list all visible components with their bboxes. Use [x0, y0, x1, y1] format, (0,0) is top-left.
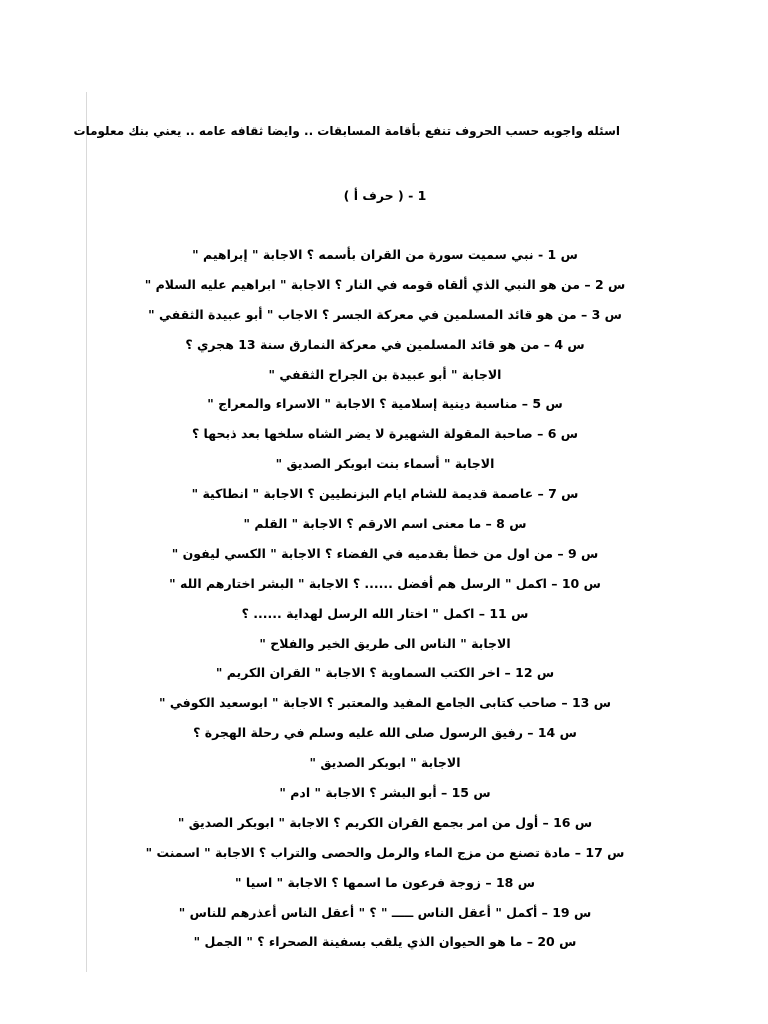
qa-line: س 20 – ما هو الحيوان الذي يلقب بسفينة الصحراء ؟ " الجمل "	[193, 934, 577, 950]
qa-line: س 17 – مادة تصنع من مزج الماء والرمل والحصى والتراب ؟ الاجابة " اسمنت "	[145, 844, 625, 860]
qa-line: الاجابة " أسماء بنت ابوبكر الصديق "	[275, 456, 495, 472]
qa-line: س 12 – اخر الكتب السماوية ؟ الاجابة " القران الكريم "	[215, 665, 555, 681]
qa-line: س 5 – مناسبة دينية إسلامية ؟ الاجابة " الاسراء والمعراج "	[207, 396, 563, 412]
qa-line: س 1 - نبي سميت سورة من القران بأسمه ؟ الاجابة " إبراهيم "	[192, 247, 578, 262]
qa-line: س 14 – رفيق الرسول صلى الله عليه وسلم في رحلة الهجرة ؟	[193, 725, 577, 741]
qa-line: س 13 – صاحب كتابى الجامع المفيد والمعتبر ؟ الاجابة " ابوسعيد الكوفي "	[159, 695, 611, 711]
qa-line: س 4 – من هو قائد المسلمين في معركة النمارق سنة 13 هجري ؟	[185, 336, 585, 352]
page-title: اسئله واجوبه حسب الحروف تنفع بأقامة المسابقات .. وايضا ثقافه عامه .. يعني بنك معلومات	[73, 124, 620, 138]
qa-line: س 18 – زوجة فرعون ما اسمها ؟ الاجابة " اسيا "	[235, 874, 535, 890]
qa-line: س 2 – من هو النبي الذي ألقاه قومه في النار ؟ الاجابة " ابراهيم عليه السلام "	[144, 276, 626, 292]
qa-line: س 3 – من هو قائد المسلمين في معركة الجسر ؟ الاجاب " أبو عبيدة الثقفي "	[148, 306, 622, 322]
qa-line: س 8 – ما معنى اسم الارقم ؟ الاجابة " القلم "	[243, 516, 527, 532]
section-heading: 1 - ( حرف أ )	[343, 188, 427, 203]
qa-line: س 15 – أبو البشر ؟ الاجابة " ادم "	[279, 785, 491, 801]
qa-line: س 7 – عاصمة قديمة للشام ايام البزنطيين ؟ الاجابة " انطاكية "	[191, 486, 579, 502]
qa-line: الاجابة " أبو عبيدة بن الجراح الثقفي "	[268, 366, 502, 382]
page-margin-line	[86, 92, 87, 972]
qa-line: س 19 – أكمل " أعقل الناس ـــــ " ؟ " أعقل الناس أعذرهم للناس "	[178, 904, 592, 920]
qa-line: س 10 – اكمل " الرسل هم أفضل ...... ؟ الاجابة " البشر اختارهم الله "	[169, 575, 601, 591]
qa-line: س 6 – صاحبة المقولة الشهيرة لا يضر الشاه سلخها بعد ذبحها ؟	[191, 426, 579, 442]
qa-line: س 16 – أول من امر بجمع القران الكريم ؟ الاجابة " ابوبكر الصديق "	[177, 814, 593, 830]
question-answer-list	[100, 245, 670, 962]
qa-line: الاجابة " الناس الى طريق الخير والفلاح "	[259, 635, 511, 651]
qa-line: س 9 – من اول من خطأ بقدميه في الفضاء ؟ الاجابة " الكسي ليفون "	[171, 545, 599, 561]
qa-line: الاجابة " ابوبكر الصديق "	[309, 755, 461, 771]
qa-line: س 11 – اكمل " اختار الله الرسل لهداية ...... ؟	[241, 605, 529, 621]
